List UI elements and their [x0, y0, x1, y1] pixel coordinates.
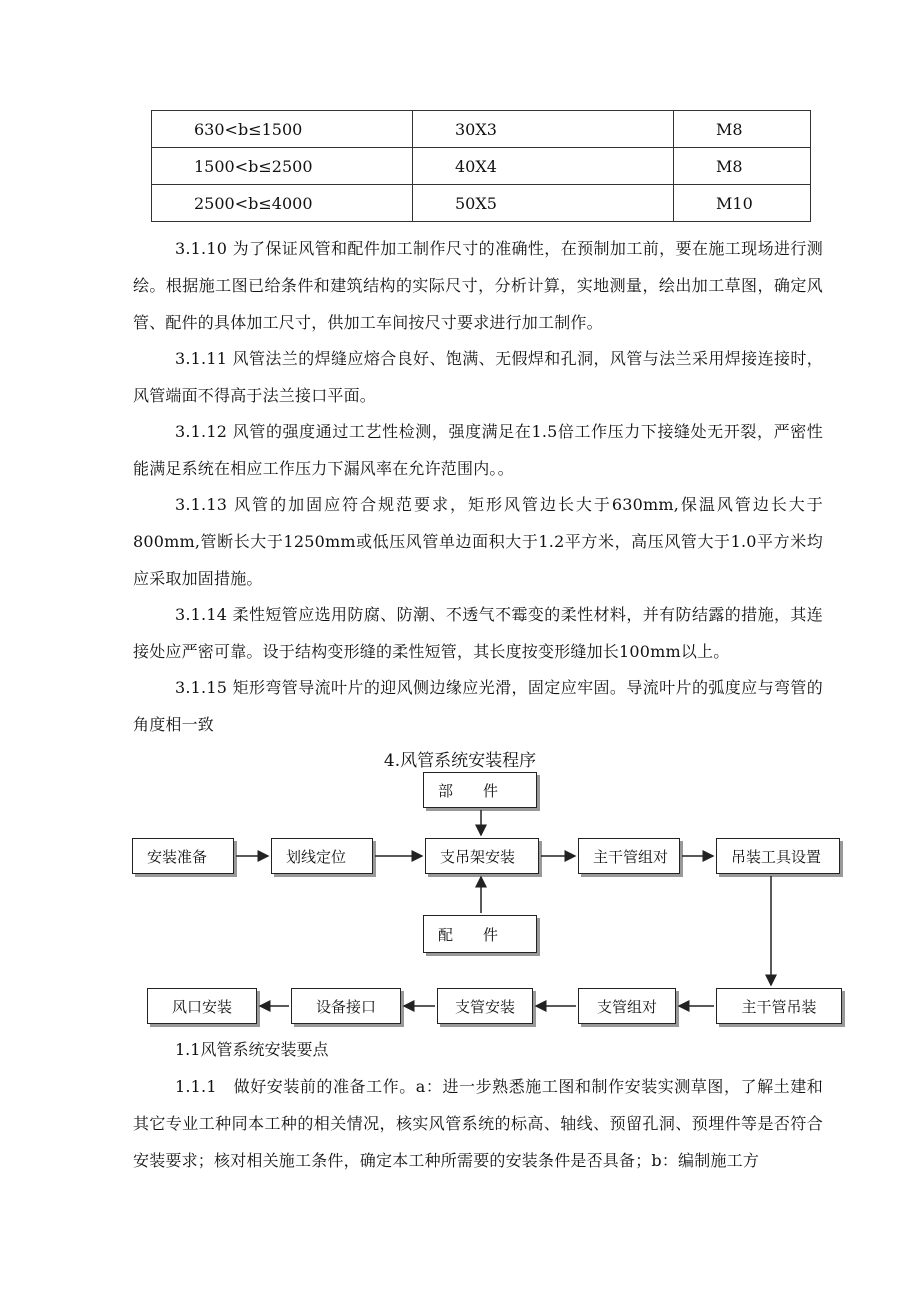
- flange-spec-table: [151, 110, 811, 222]
- range-cell: 1500<b≤2500: [152, 148, 413, 185]
- paragraph-3-1-15: 3.1.15 矩形弯管导流叶片的迎风侧边缘应光滑，固定应牢固。导流叶片的弧度应与弯管的角度相一致: [133, 678, 823, 734]
- flange-cell: 40X4: [413, 148, 674, 185]
- table-row: [152, 185, 811, 222]
- main-pipe-pair-box: 主干管组对: [578, 838, 680, 874]
- range-cell: 630<b≤1500: [152, 111, 413, 148]
- outlet-install-box: 风口安装: [147, 988, 257, 1024]
- hoist-setup-box: 吊装工具设置: [716, 838, 840, 874]
- paragraph-3-1-13: 3.1.13 风管的加固应符合规范要求，矩形风管边长大于630mm,保温风管边长大于800mm,管断长大于1250mm或低压风管单边面积大于1.2平方米，高压风管大于1.0平方米均应采取加固措施。: [133, 495, 823, 588]
- branch-install-box: 支管安装: [437, 988, 533, 1024]
- bolt-cell: M10: [674, 185, 811, 222]
- paragraph-3-1-12: 3.1.12 风管的强度通过工艺性检测，强度满足在1.5倍工作压力下接缝处无开裂，严密性能满足系统在相应工作压力下漏风率在允许范围内。。: [133, 422, 823, 478]
- bolt-cell: M8: [674, 148, 811, 185]
- prep-box: 安装准备: [132, 838, 234, 874]
- equipment-connection-box: 设备接口: [291, 988, 401, 1024]
- table-row: [152, 111, 811, 148]
- section-heading: 1.1风管系统安装要点: [175, 1040, 329, 1059]
- flange-cell: 30X3: [413, 111, 674, 148]
- flowchart-title: 4.风管系统安装程序: [383, 751, 537, 771]
- flange-cell: 50X5: [413, 185, 674, 222]
- marking-box: 划线定位: [271, 838, 373, 874]
- main-pipe-hoist-box: 主干管吊装: [716, 988, 842, 1024]
- paragraph-3-1-14: 3.1.14 柔性短管应选用防腐、防潮、不透气不霉变的柔性材料，并有防结露的措施，其连接处应严密可靠。设于结构变形缝的柔性短管，其长度按变形缝加长100mm以上。: [133, 605, 823, 661]
- paragraph-1-1-1: 1.1.1 做好安装前的准备工作。a：进一步熟悉施工图和制作安装实测草图，了解土建和其它专业工种同本工种的相关情况，核实风管系统的标高、轴线、预留孔洞、预埋件等是否符合安装要求；核对相关施工条件，确定本工种所需要的安装条件是否具备；b：编制施工方: [133, 1077, 823, 1170]
- paragraph-3-1-11: 3.1.11 风管法兰的焊缝应熔合良好、饱满、无假焊和孔洞，风管与法兰采用焊接连接时，风管端面不得高于法兰接口平面。: [133, 349, 823, 405]
- paragraph-3-1-10: 3.1.10 为了保证风管和配件加工制作尺寸的准确性，在预制加工前，要在施工现场进行测绘。根据施工图已给条件和建筑结构的实际尺寸，分析计算，实地测量，绘出加工草图，确定风管、配件的具体加工尺寸，供加工车间按尺寸要求进行加工制作。: [133, 239, 823, 332]
- branch-pair-box: 支管组对: [578, 988, 676, 1024]
- bolt-cell: M8: [674, 111, 811, 148]
- support-install-box: 支吊架安装: [425, 838, 539, 874]
- fittings-box: 配 件: [423, 915, 537, 953]
- range-cell: 2500<b≤4000: [152, 185, 413, 222]
- parts-box: 部 件: [423, 772, 537, 808]
- table-row: [152, 148, 811, 185]
